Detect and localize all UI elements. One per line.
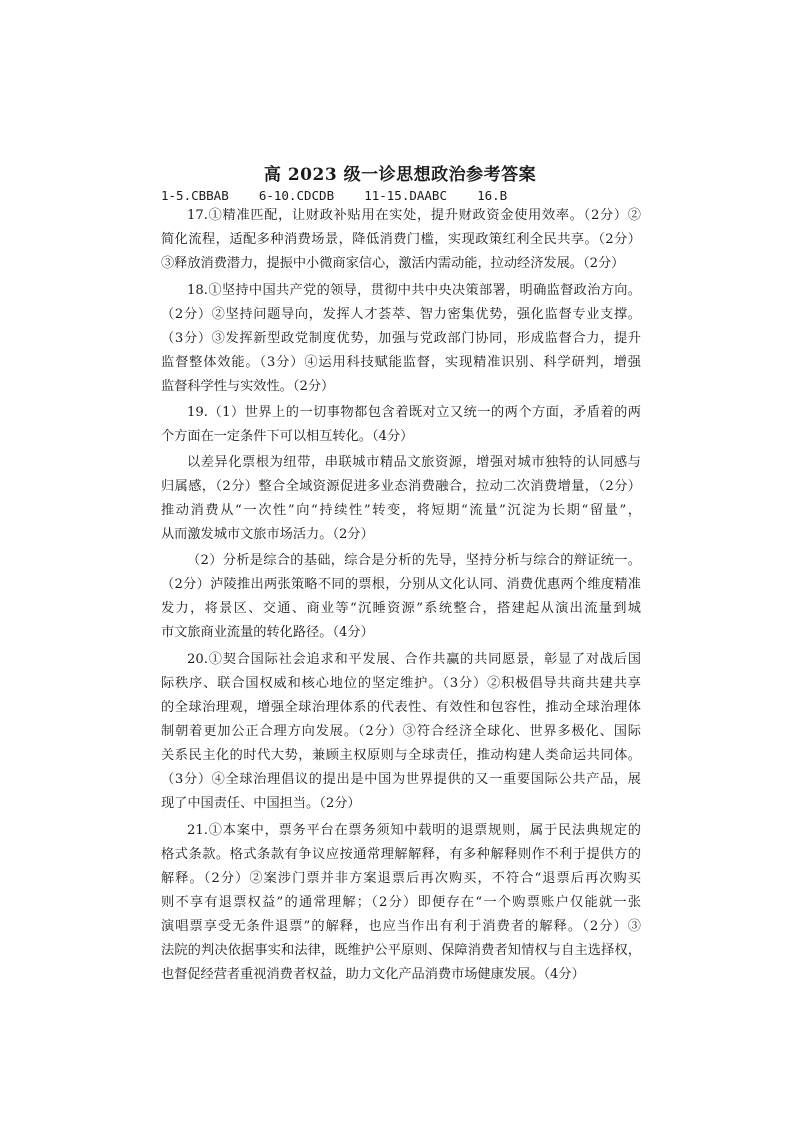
- answer-21-line-6: 法院的判决依据事实和法律，既维护公平原则、保障消费者知情权与自主选择权，: [161, 943, 641, 958]
- answer-19-line-8: （2分）泸陵推出两张策略不同的票根，分别从文化认同、消费优惠两个维度精准: [161, 577, 641, 592]
- answer-18-line-2: （2分）②坚持问题导向，发挥人才荟萃、智力密集优势，强化监督专业支撑。: [161, 307, 641, 322]
- answer-21-line-5: 演唱票享受无条件退票”的解释，也应当作出有利于消费者的解释。（2分）③: [161, 919, 641, 934]
- answer-19-line-6: 从而激发城市文旅市场活力。（2分）: [161, 527, 374, 542]
- answer-20-line-1: 20.①契合国际社会追求和平发展、合作共赢的共同愿景，彰显了对战后国: [187, 652, 641, 667]
- answer-20-line-6: （3分）④全球治理倡议的提出是中国为世界提供的又一重要国际公共产品，展: [161, 772, 641, 787]
- answer-18-line-5: 监督科学性与实效性。（2分）: [161, 379, 335, 394]
- answer-17-line-3: ③释放消费潜力，提振中小微商家信心，激活内需动能，拉动经济发展。（2分）: [161, 256, 625, 271]
- answer-20-line-4: 制朝着更加公正合理方向发展。（2分）③符合经济全球化、世界多极化、国际: [161, 724, 641, 739]
- answer-19-line-10: 市文旅商业流量的转化路径。（4分）: [161, 625, 374, 640]
- answer-18-line-3: （3分）③发挥新型政党制度优势，加强与党政部门协同，形成监督合力，提升: [161, 331, 641, 346]
- answer-19-line-4: 归属感，（2分）整合全域资源促进多业态消费融合，拉动二次消费增量，（2分）: [161, 479, 641, 494]
- answer-19-line-7: （2）分析是综合的基础，综合是分析的先导，坚持分析与综合的辩证统一。: [187, 553, 641, 568]
- multiple-choice-answers: 1-5.CBBAB 6-10.CDCDB 11-15.DAABC 16.B: [161, 188, 508, 203]
- answer-19-line-5: 推动消费从“一次性”向“持续性”转变，将短期“流量”沉淀为长期“留量”，: [161, 503, 641, 518]
- answer-21-line-4: 则不享有退票权益”的通常理解；（2分）即便存在“一个购票账户仅能就一张: [161, 895, 641, 910]
- answer-18-line-1: 18.①坚持中国共产党的领导，贯彻中共中央决策部署，明确监督政治方向。: [187, 283, 641, 298]
- answer-21-line-1: 21.①本案中，票务平台在票务须知中载明的退票规则，属于民法典规定的: [187, 823, 641, 838]
- answer-19-line-2: 个方面在一定条件下可以相互转化。（4分）: [161, 429, 414, 444]
- answer-20-line-7: 现了中国责任、中国担当。（2分）: [161, 796, 361, 811]
- answer-19-line-9: 发力，将景区、交通、商业等“沉睡资源”系统整合，搭建起从演出流量到城: [161, 601, 641, 616]
- answer-17-line-1: 17.①精准匹配，让财政补贴用在实处，提升财政资金使用效率。（2分）②: [187, 208, 641, 223]
- answer-21-line-3: 解释。（2分）②案涉门票并非方案退票后再次购买，不符合“退票后再次购买: [161, 871, 641, 886]
- answer-20-line-2: 际秩序、联合国权威和核心地位的坚定维护。（3分）②积极倡导共商共建共享: [161, 676, 641, 691]
- answer-17-line-2: 简化流程，适配多种消费场景，降低消费门槛，实现政策红利全民共享。（2分）: [161, 232, 641, 247]
- answer-20-line-3: 的全球治理观，增强全球治理体系的代表性、有效性和包容性，推动全球治理体: [161, 700, 641, 715]
- answer-19-line-1: 19.（1）世界上的一切事物都包含着既对立又统一的两个方面，矛盾着的两: [187, 405, 641, 420]
- answer-21-line-2: 格式条款。格式条款有争议应按通常理解解释，有多种解释则作不利于提供方的: [161, 847, 641, 862]
- answer-19-line-3: 以差异化票根为纽带，串联城市精品文旅资源，增强对城市独特的认同感与: [187, 455, 641, 470]
- answer-20-line-5: 关系民主化的时代大势，兼顾主权原则与全球责任，推动构建人类命运共同体。: [161, 748, 641, 763]
- answer-18-line-4: 监督整体效能。（3分）④运用科技赋能监督，实现精准识别、科学研判，增强: [161, 355, 641, 370]
- page-title: 高 2023 级一诊思想政治参考答案: [263, 165, 537, 185]
- answer-21-line-7: 也督促经营者重视消费者权益，助力文化产品消费市场健康发展。（4分）: [161, 967, 585, 982]
